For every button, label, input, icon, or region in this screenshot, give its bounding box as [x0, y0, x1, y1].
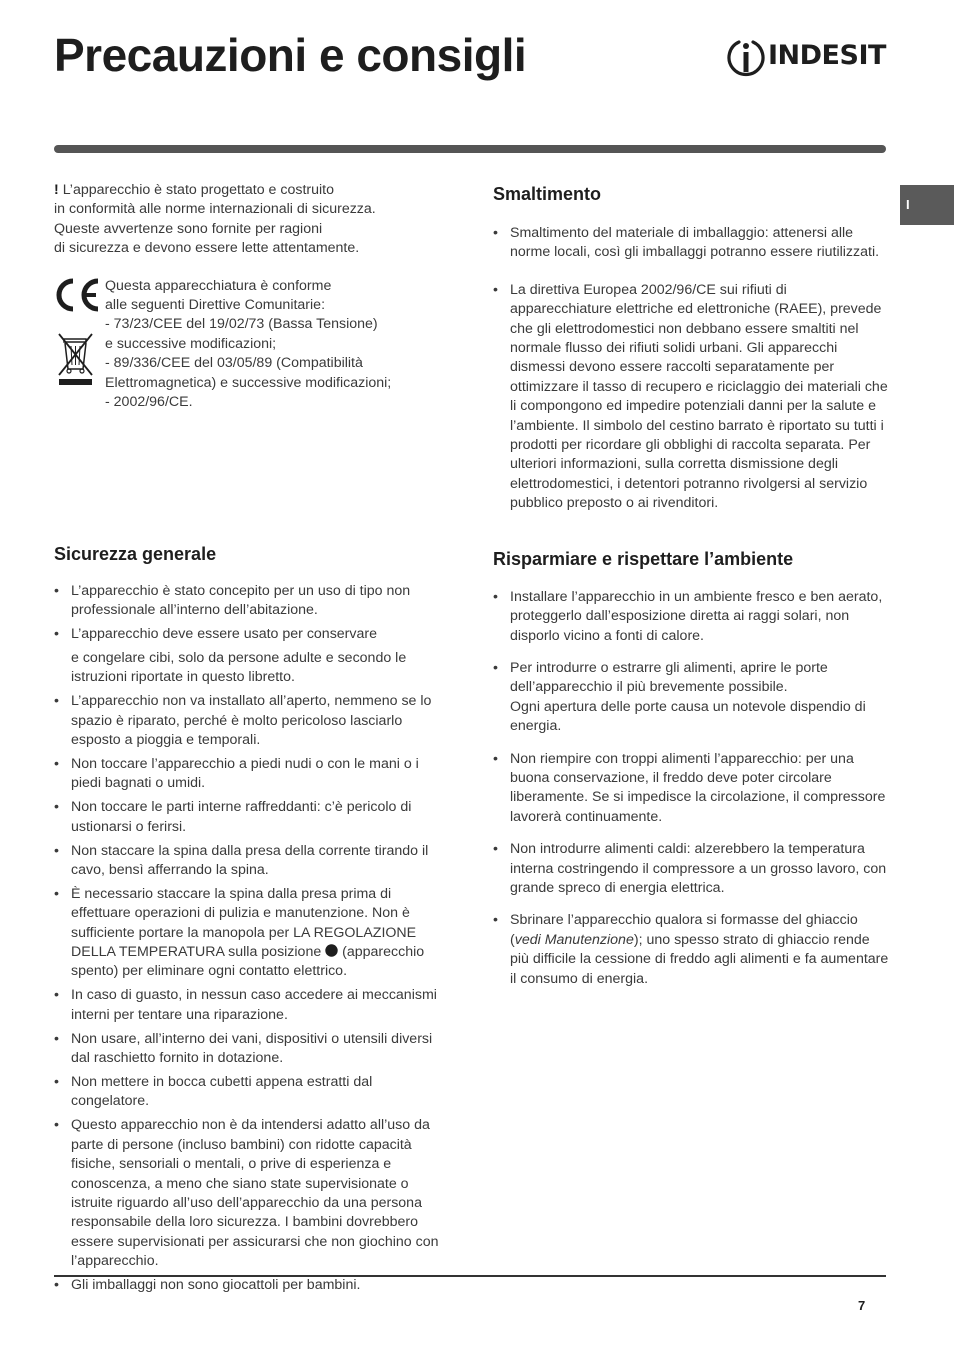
list-item: • L’apparecchio è stato concepito per un uso di tipo non professionale all’interno dell’abitazione. [54, 582, 450, 621]
list-item: • Per introdurre o estrarre gli alimenti, aprire le porte dell’apparecchio il più brevemente possibile. Ogni apertura delle porte causa un notevole dispendio di energia. [493, 659, 889, 737]
intro-block [54, 181, 450, 259]
left-column [54, 181, 450, 1300]
list-item: • Gli imballaggi non sono giocattoli per bambini. [54, 1276, 450, 1295]
list-item: • Non toccare l’apparecchio a piedi nudi o con le mani o i piedi bagnati o umidi. [54, 755, 450, 794]
page-title: Precauzioni e consigli [54, 29, 527, 81]
intro-line: in conformità alle norme internazionali di sicurezza. [54, 201, 376, 218]
smaltimento-list [493, 224, 889, 514]
list-item: • Non introdurre alimenti caldi: alzerebbero la temperatura interna costringendo il compressore a un grosso lavoro, con grande spreco di energia elettrica. [493, 840, 889, 898]
list-item: • Sbrinare l’apparecchio qualora si formasse del ghiaccio (vedi Manutenzione); uno spesso strato di ghiaccio rende più difficile la cessione di freddo agli alimenti e fa aumentare il consumo di energia. [493, 911, 889, 989]
list-item: • In caso di guasto, in nessun caso accedere ai meccanismi interni per tentare una riparazione. [54, 986, 450, 1025]
indesit-logo-mark-icon [726, 36, 766, 78]
intro-line: Queste avvertenze sono fornite per ragioni [54, 220, 323, 237]
directive-line: Questa apparecchiatura è conforme [105, 277, 332, 294]
sicurezza-heading: Sicurezza generale [54, 543, 217, 564]
crossed-bin-icon [56, 331, 96, 387]
cross-reference: vedi Manutenzione [514, 931, 634, 948]
list-item: • Questo apparecchio non è da intendersi adatto all’uso da parte di persone (incluso bambini) con ridotte capacità fisiche, sensoriali o mentali, o prive di esperienza e conoscenza, a meno che siano state supervisionate o istruite riguardo all’uso dell’apparecchio da una persona responsabile della loro sicurezza. I bambini dovrebbero essere supervisionati per assicurarsi che non giochino con l’apparecchio. [54, 1116, 450, 1271]
top-divider [54, 145, 886, 153]
list-item-continuation: e congelare cibi, solo da persone adulte e secondo le istruzioni riportate in questo libretto. [71, 649, 407, 686]
brand-name: INDESIT [768, 40, 886, 71]
intro-line: ! L’apparecchio è stato progettato e costruito [54, 182, 335, 198]
directive-line: - 89/336/CEE del 03/05/89 (Compatibilità [105, 355, 363, 372]
smaltimento-heading: Smaltimento [493, 184, 602, 204]
language-tab[interactable] [900, 185, 954, 225]
risparmiare-heading: Risparmiare e rispettare l’ambiente [493, 548, 794, 569]
right-column [493, 181, 889, 994]
risparmiare-list [493, 588, 889, 989]
directive-line: Elettromagnetica) e successive modificazioni; [105, 374, 392, 391]
directive-line: alle seguenti Direttive Comunitarie: [105, 297, 326, 314]
intro-line: di sicurezza e devono essere lette attentamente. [54, 240, 360, 257]
list-item: • Non usare, all’interno dei vani, dispositivi o utensili diversi dal raschietto fornito in dotazione. [54, 1030, 450, 1069]
list-item: • Smaltimento del materiale di imballaggio: attenersi alle norme locali, così gli imballaggi potranno essere riutilizzati. [493, 224, 889, 263]
list-item: • Non mettere in bocca cubetti appena estratti dal congelatore. [54, 1073, 450, 1112]
directive-line: - 73/23/CEE del 19/02/73 (Bassa Tensione) [105, 316, 378, 333]
list-item: • L’apparecchio non va installato all’aperto, nemmeno se lo spazio è riparato, perché è molto pericoloso lasciarlo esposto a pioggia e temporali. [54, 692, 450, 750]
directive-line: - 2002/96/CE. [105, 394, 193, 411]
sicurezza-list [54, 582, 450, 1296]
warning-mark: ! [54, 182, 59, 198]
list-item: • Non riempire con troppi alimenti l’apparecchio: per una buona conservazione, il freddo deve poter circolare liberamente. Se si impedisce la circolazione, il compressore lavorerà continuamente. [493, 750, 889, 828]
bottom-divider [54, 1275, 886, 1277]
list-item: • L’apparecchio deve essere usato per conservare [54, 625, 450, 644]
list-item: • Non toccare le parti interne raffreddanti: c’è pericolo di ustionarsi o ferirsi. [54, 798, 450, 837]
list-item: • Non staccare la spina dalla presa della corrente tirando il cavo, bensì afferrando la spina. [54, 842, 450, 881]
list-item: • La direttiva Europea 2002/96/CE sui rifiuti di apparecchiature elettriche ed elettroniche (RAEE), prevede che gli elettrodomestici non debbano essere smaltiti nel normale flusso dei rifiuti solidi urbani. Gli apparecchi dismessi devono essere raccolti separatamente per ottimizzare il tasso di recupero e riciclaggio dei materiali che li compongono ed impedire potenziali danni per la salute e l’ambiente. Il simbolo del cestino barrato è riportato su tutti i prodotti per ricordare gli obblighi di raccolta separata. Per ulteriori informazioni, sulla corretta dismissione degli elettrodomestici, i detentori potranno rivolgersi al servizio pubblico preposto o ai rivenditori. [493, 281, 889, 514]
directive-line: e successive modificazioni; [105, 335, 277, 352]
list-item: • È necessario staccare la spina dalla presa prima di effettuare operazioni di pulizia e manutenzione. Non è sufficiente portare la manopola per LA REGOLAZIONE DELLA TEMPERATURA sulla posizione (apparecchio spento) per eliminare ogni contatto elettrico. [54, 885, 450, 982]
page-number: 7 [858, 1298, 866, 1313]
directives-text [105, 277, 450, 413]
indesit-logo [726, 36, 886, 78]
directives-block [54, 277, 450, 411]
language-tab-label: I [906, 197, 910, 212]
ce-mark-icon [54, 277, 102, 313]
list-item: • Installare l’apparecchio in un ambiente fresco e ben aerato, proteggerlo dall’esposizione diretta ai raggi solari, non disporlo vicino a fonti di calore. [493, 588, 889, 646]
filled-circle-icon [325, 944, 338, 957]
